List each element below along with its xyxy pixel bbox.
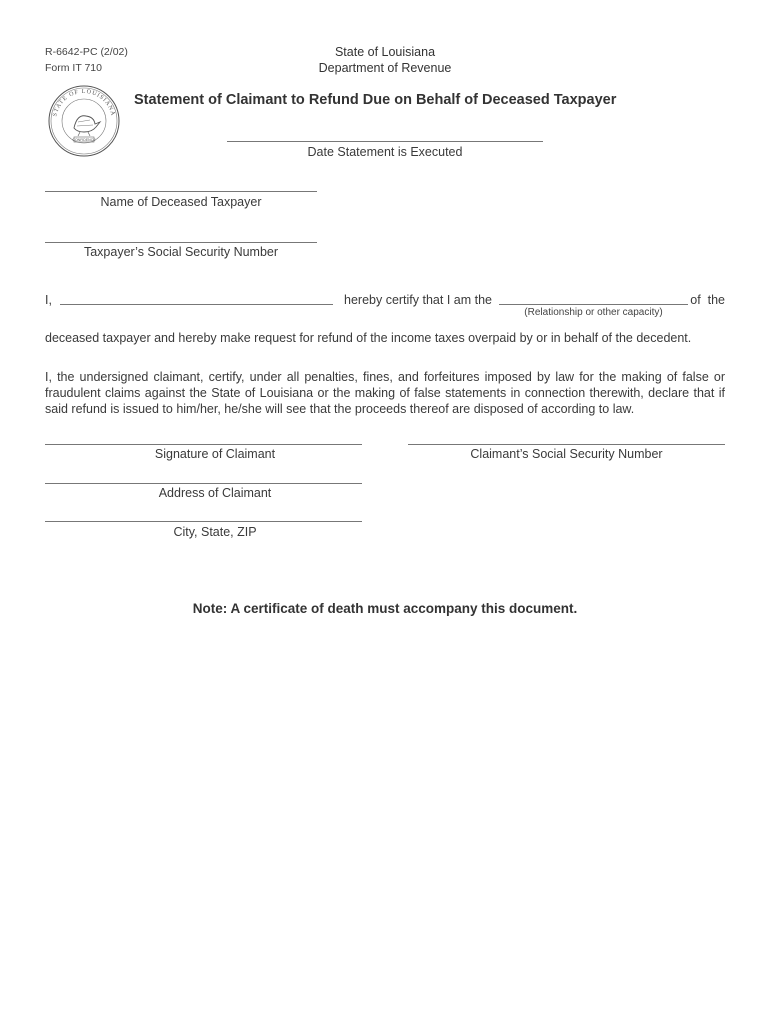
relationship-line[interactable]	[499, 304, 688, 305]
certify-prefix: I,	[45, 293, 52, 307]
city-state-zip-line[interactable]	[45, 521, 362, 522]
death-certificate-note: Note: A certificate of death must accompany this document.	[192, 601, 578, 616]
seal-ribbon-text: CONFIDENCE	[72, 138, 96, 142]
form-title: Statement of Claimant to Refund Due on Behalf of Deceased Taxpayer	[134, 92, 617, 108]
state-name: State of Louisiana	[334, 45, 436, 59]
declaration-line-3: said refund is issued to him/her, he/she will see that the proceeds thereof are disposed of according to law.	[45, 402, 635, 416]
relationship-hint: (Relationship or other capacity)	[524, 307, 663, 318]
claimant-name-line[interactable]	[60, 304, 333, 305]
department-name: Department of Revenue	[318, 61, 452, 75]
taxpayer-ssn-line[interactable]	[45, 242, 317, 243]
signature-label: Signature of Claimant	[154, 447, 276, 461]
claimant-ssn-label: Claimant’s Social Security Number	[470, 447, 663, 461]
certify-continuation: deceased taxpayer and hereby make request for refund of the income taxes overpaid by or in behalf of the decedent.	[45, 331, 692, 345]
city-state-zip-label: City, State, ZIP	[173, 525, 257, 539]
address-label: Address of Claimant	[158, 486, 272, 500]
certify-suffix: of the	[690, 293, 725, 307]
address-line[interactable]	[45, 483, 362, 484]
date-label: Date Statement is Executed	[307, 145, 463, 159]
taxpayer-ssn-label: Taxpayer’s Social Security Number	[83, 245, 279, 259]
state-seal-icon	[44, 84, 124, 158]
deceased-name-line[interactable]	[45, 191, 317, 192]
date-line[interactable]	[227, 141, 543, 142]
certify-middle: hereby certify that I am the	[344, 293, 492, 307]
svg-text:STATE OF LOUISIANA	[52, 89, 115, 117]
deceased-name-label: Name of Deceased Taxpayer	[100, 195, 262, 209]
declaration-line-2: fraudulent claims against the State of Louisiana or the making of false statements in connection therewith, declare that if	[45, 386, 725, 400]
seal-top-text: STATE OF LOUISIANA	[52, 88, 116, 118]
claimant-ssn-line[interactable]	[408, 444, 725, 445]
signature-line[interactable]	[45, 444, 362, 445]
form-code: R-6642-PC (2/02)	[45, 46, 128, 58]
declaration-line-1: I, the undersigned claimant, certify, under all penalties, fines, and forfeitures imposed by law for the making of false or	[45, 370, 725, 384]
form-number: Form IT 710	[45, 62, 102, 74]
